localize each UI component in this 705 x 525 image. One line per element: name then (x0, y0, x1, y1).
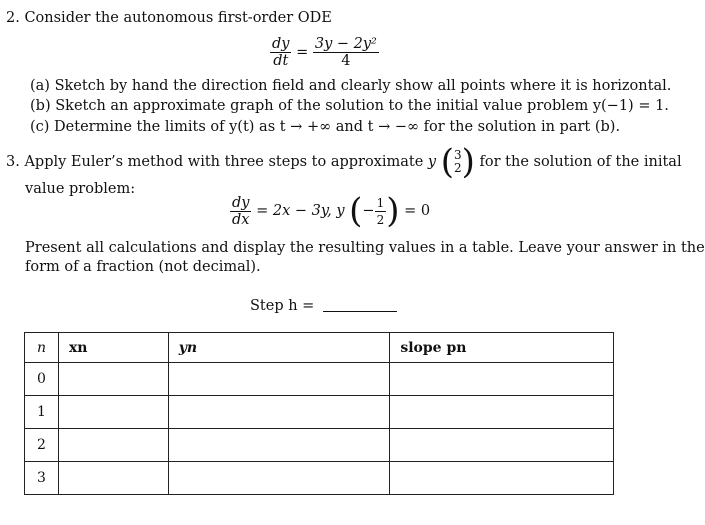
q2-part-c-text: Determine the limits of y(t) as t → +∞ and t → −∞ for the solution in part (b). (54, 119, 621, 135)
q3-text-before: Apply Euler’s method with three steps to approximate (24, 154, 424, 170)
row-n-3: 3 (25, 462, 59, 495)
q3-ivp-lhs-num: dy (232, 194, 250, 211)
table-row (25, 396, 614, 429)
q3-instructions-line2: form of a fraction (not decimal). (25, 259, 261, 275)
header-yn: yn (168, 333, 390, 363)
cell-xn-1[interactable] (58, 396, 168, 429)
header-xn: xn (58, 333, 168, 363)
q3-left-paren: ( (440, 142, 454, 182)
table-row (25, 462, 614, 495)
cell-slope-1[interactable] (390, 396, 614, 429)
q2-part-a-text: Sketch by hand the direction field and clearly show all points where it is horizontal. (54, 78, 672, 94)
q2-part-a (30, 78, 671, 94)
q3-ivp-lhs (230, 195, 251, 228)
q3-continuation: value problem: (25, 181, 136, 197)
q2-ode-rhs (313, 36, 379, 69)
q3-ivp-rhs: = 2x − 3y, (256, 203, 332, 219)
cell-xn-2[interactable] (58, 429, 168, 462)
table-row (25, 429, 614, 462)
q3-ivp-left-paren: ( (349, 191, 363, 231)
cell-slope-3[interactable] (390, 462, 614, 495)
q2-part-a-label: (a) (30, 78, 50, 94)
step-label: Step h = (250, 298, 315, 314)
row-n-0: 0 (25, 363, 59, 396)
q3-ivp-value: = 0 (404, 203, 431, 219)
q2-ode-lhs-den: dt (273, 53, 289, 69)
q2-ode-lhs (270, 36, 291, 69)
q2-part-c (30, 119, 620, 135)
q3-number: 3. (6, 154, 20, 170)
header-n: n (25, 333, 59, 363)
q3-text-after: for the solution of the inital (479, 154, 682, 170)
q2-ode-rhs-den: 4 (341, 53, 351, 69)
q3-arg (454, 149, 462, 175)
table-row (25, 363, 614, 396)
table-header-row (25, 333, 614, 363)
q3-ivp (230, 191, 431, 231)
row-n-1: 1 (25, 396, 59, 429)
q2-part-b-label: (b) (30, 98, 51, 114)
q3-y-symbol: y (427, 154, 437, 170)
cell-yn-2[interactable] (168, 429, 390, 462)
q3-ivp-arg (375, 195, 387, 228)
q3-arg-den: 2 (454, 161, 462, 175)
q2-heading (6, 10, 332, 26)
cell-yn-1[interactable] (168, 396, 390, 429)
cell-slope-2[interactable] (390, 429, 614, 462)
q3-ivp-y: y (336, 203, 345, 219)
cell-xn-0[interactable] (58, 363, 168, 396)
q2-number: 2. (6, 10, 20, 26)
header-slope-pn: slope pn (390, 333, 614, 363)
step-size-line (250, 298, 397, 314)
q2-intro: Consider the autonomous first-order ODE (24, 10, 332, 26)
q3-ivp-right-paren: ) (386, 191, 400, 231)
q2-ode-eq: = (296, 44, 309, 61)
q3-instructions-line1: Present all calculations and display the resulting values in a table. Leave your answer in the (25, 240, 705, 256)
q3-ivp-lhs-den: dx (232, 211, 250, 228)
q3-ivp-arg-num: 1 (376, 195, 385, 210)
q2-part-b (30, 98, 669, 114)
q3-arg-num: 3 (454, 148, 462, 162)
q3-heading (6, 142, 682, 182)
q2-ode (270, 36, 379, 69)
q3-right-paren: ) (461, 142, 475, 182)
row-n-2: 2 (25, 429, 59, 462)
step-answer-blank[interactable] (323, 299, 397, 312)
q2-part-c-label: (c) (30, 119, 50, 135)
cell-yn-3[interactable] (168, 462, 390, 495)
q2-ode-rhs-num: 3y − 2y² (314, 36, 377, 52)
cell-yn-0[interactable] (168, 363, 390, 396)
cell-slope-0[interactable] (390, 363, 614, 396)
q2-ode-lhs-num: dy (272, 36, 290, 52)
cell-xn-3[interactable] (58, 462, 168, 495)
q3-ivp-sign: − (362, 203, 375, 219)
q3-ivp-arg-den: 2 (376, 212, 385, 227)
q2-part-b-text: Sketch an approximate graph of the solution to the initial value problem y(−1) = 1. (55, 98, 669, 114)
euler-table (24, 332, 614, 495)
